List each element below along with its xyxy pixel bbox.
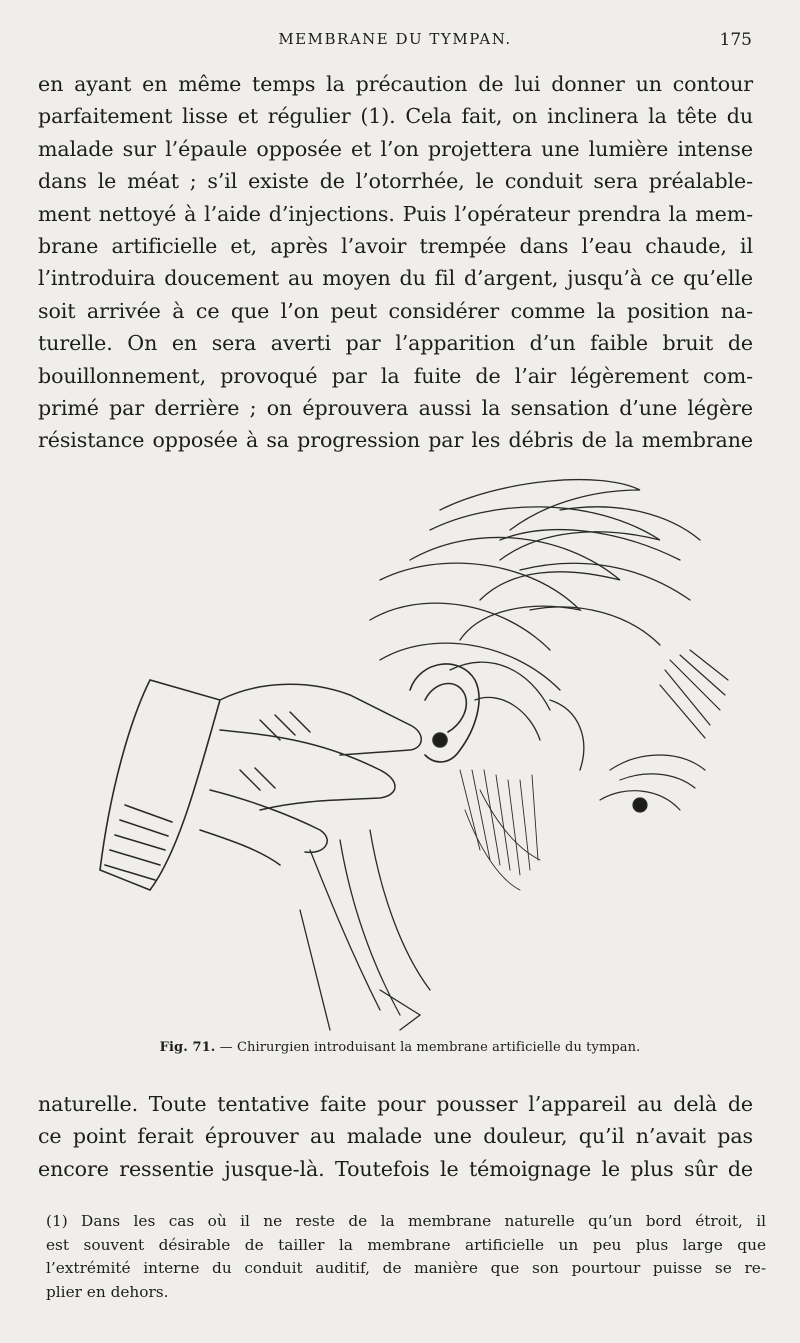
footnote-line: l’extrémité interne du conduit auditif, de manière que son pourtour puisse se re- bbox=[46, 1259, 766, 1277]
text-line: résistance opposée à sa progression par les débris de la membrane bbox=[38, 428, 753, 453]
text-line: soit arrivée à ce que l’on peut considérer comme la position na- bbox=[38, 298, 753, 323]
hair-strokes bbox=[370, 480, 700, 770]
text-line: primé par derrière ; on éprouvera aussi la sensation d’une légère bbox=[38, 396, 753, 421]
footnote-line: est souvent désirable de tailler la membrane artificielle un peu plus large que bbox=[46, 1235, 766, 1254]
text-line: encore ressentie jusque-là. Toutefois le témoignage le plus sûr de bbox=[38, 1156, 753, 1181]
text-line: ce point ferait éprouver au malade une douleur, qu’il n’avait pas bbox=[38, 1124, 753, 1149]
engraving-illustration bbox=[80, 470, 740, 1040]
text-line: parfaitement lisse et régulier (1). Cela fait, on inclinera la tête du bbox=[38, 104, 753, 129]
hand-drawing bbox=[200, 684, 421, 865]
footnote bbox=[46, 1210, 766, 1304]
text-line: malade sur l’épaule opposée et l’on projettera une lumière intense bbox=[38, 136, 753, 161]
page-number: 175 bbox=[719, 30, 752, 50]
eye-drawing bbox=[600, 650, 728, 812]
body-text-top bbox=[38, 68, 753, 457]
beard-hatching bbox=[460, 770, 540, 890]
figure-caption-text: — Chirurgien introduisant la membrane artificielle du tympan. bbox=[219, 1040, 641, 1055]
sleeve-drawing bbox=[100, 680, 220, 890]
footnote-line: (1) Dans les cas où il ne reste de la membrane naturelle qu’un bord étroit, il bbox=[46, 1212, 766, 1230]
text-line: l’introduira doucement au moyen du fil d’argent, jusqu’à ce qu’elle bbox=[38, 266, 753, 291]
text-line: turelle. On en sera averti par l’apparition d’un faible bruit de bbox=[38, 331, 753, 356]
footnote-line: plier en dehors. bbox=[46, 1282, 169, 1301]
body-text-bottom bbox=[38, 1088, 753, 1185]
ear-drawing bbox=[410, 664, 479, 762]
text-line: naturelle. Toute tentative faite pour pousser l’appareil au delà de bbox=[38, 1092, 753, 1116]
figure-label: Fig. 71. bbox=[159, 1040, 216, 1055]
text-line: dans le méat ; s’il existe de l’otorrhée, le conduit sera préalable- bbox=[38, 169, 753, 194]
text-line: bouillonnement, provoqué par la fuite de l’air légèrement com- bbox=[38, 363, 753, 388]
text-line: ment nettoyé à l’aide d’injections. Puis l’opérateur prendra la mem- bbox=[38, 201, 753, 226]
text-line: brane artificielle et, après l’avoir trempée dans l’eau chaude, il bbox=[38, 234, 753, 259]
shirt-drawing bbox=[300, 830, 430, 1030]
page-header bbox=[38, 30, 752, 60]
running-head: MEMBRANE DU TYMPAN. bbox=[278, 30, 512, 48]
text-line: en ayant en même temps la précaution de lui donner un contour bbox=[38, 72, 753, 96]
figure-caption bbox=[0, 1040, 800, 1055]
